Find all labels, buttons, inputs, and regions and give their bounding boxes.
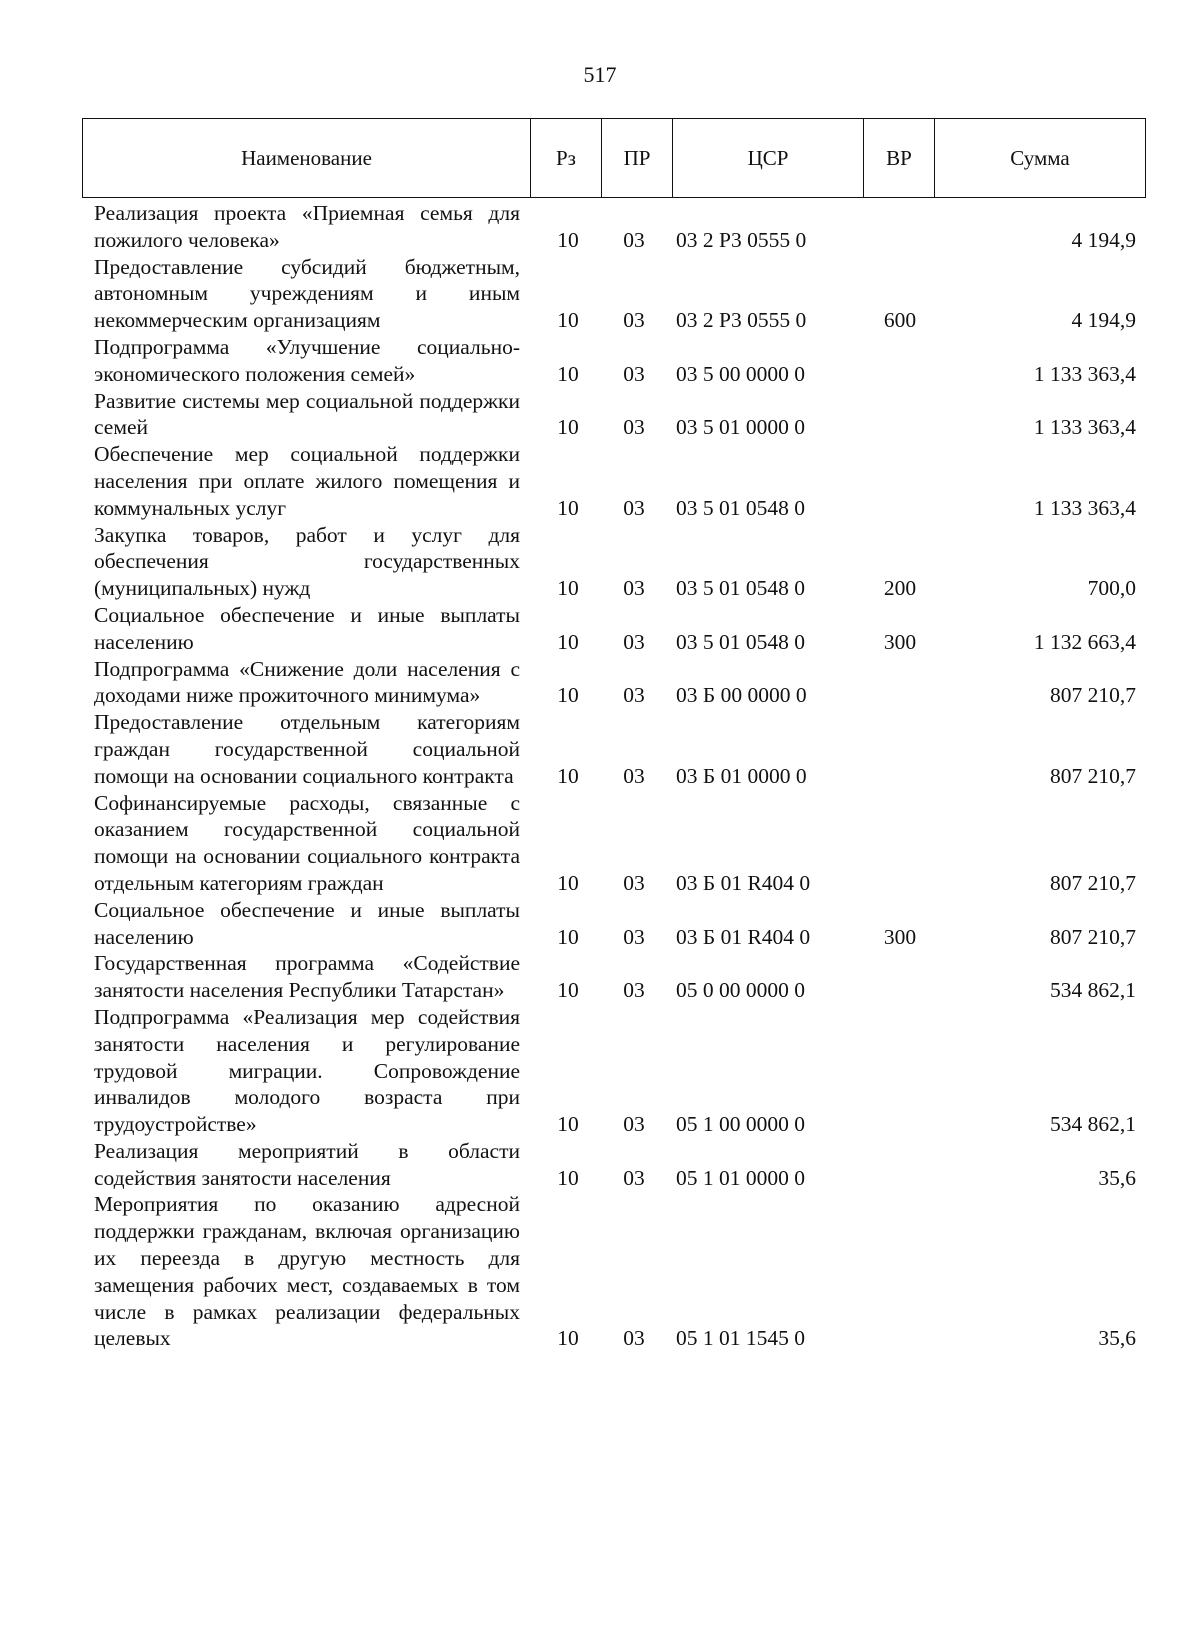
row-sum: 534 862,1	[1050, 1112, 1136, 1137]
row-csr: 03 Б 00 0000 0	[676, 683, 807, 708]
row-pr: 03	[623, 415, 645, 440]
row-rz: 10	[557, 1326, 579, 1351]
header-name: Наименование	[83, 119, 531, 197]
row-pr: 03	[623, 495, 645, 520]
row-pr: 03	[623, 683, 645, 708]
row-pr: 03	[623, 763, 645, 788]
row-rz: 10	[557, 227, 579, 252]
row-sum: 1 132 663,4	[1033, 629, 1136, 654]
header-rz: Рз	[531, 119, 602, 197]
row-csr: 03 2 P3 0555 0	[676, 308, 807, 333]
table-row	[0, 656, 1200, 710]
row-rz: 10	[557, 415, 579, 440]
row-pr: 03	[623, 1326, 645, 1351]
row-pr: 03	[623, 1112, 645, 1137]
table-row	[0, 602, 1200, 656]
row-rz: 10	[557, 576, 579, 601]
table-header	[82, 118, 1146, 198]
row-name: Государственная программа «Содействие занятости населения Республики Татарстан»	[94, 951, 520, 1003]
row-sum: 1 133 363,4	[1033, 495, 1136, 520]
header-vr: ВР	[864, 119, 935, 197]
row-rz: 10	[557, 924, 579, 949]
row-csr: 03 5 01 0548 0	[676, 495, 805, 520]
row-sum: 4 194,9	[1071, 308, 1136, 333]
row-name: Подпрограмма «Снижение доли населения с доходами ниже прожиточного минимума»	[94, 656, 520, 708]
row-rz: 10	[557, 1165, 579, 1190]
row-name: Подпрограмма «Улучшение социально-экономического положения семей»	[94, 334, 520, 386]
row-pr: 03	[623, 576, 645, 601]
row-rz: 10	[557, 978, 579, 1003]
table-row	[0, 334, 1200, 388]
table-row	[0, 254, 1200, 334]
row-name: Социальное обеспечение и иные выплаты населению	[94, 602, 520, 654]
header-pr: ПР	[602, 119, 673, 197]
table-body	[0, 200, 1200, 1352]
row-pr: 03	[623, 1165, 645, 1190]
table-row	[0, 1138, 1200, 1192]
table-row	[0, 522, 1200, 602]
row-pr: 03	[623, 361, 645, 386]
row-name: Реализация мероприятий в области содействия занятости населения	[94, 1138, 520, 1190]
page-number: 517	[583, 62, 617, 87]
row-vr: 600	[883, 308, 917, 333]
row-rz: 10	[557, 629, 579, 654]
row-pr: 03	[623, 978, 645, 1003]
row-rz: 10	[557, 763, 579, 788]
table-row	[0, 1191, 1200, 1352]
row-csr: 05 0 00 0000 0	[676, 978, 805, 1003]
row-csr: 05 1 01 0000 0	[676, 1165, 805, 1190]
table-row	[0, 790, 1200, 897]
row-pr: 03	[623, 308, 645, 333]
row-csr: 03 Б 01 0000 0	[676, 763, 807, 788]
row-vr	[876, 495, 924, 522]
table-row	[0, 388, 1200, 442]
row-sum: 4 194,9	[1071, 227, 1136, 252]
table-row	[0, 200, 1200, 254]
row-vr	[876, 977, 924, 1004]
row-sum: 700,0	[1087, 576, 1136, 601]
row-vr	[876, 870, 924, 897]
table-row	[0, 441, 1200, 521]
row-vr	[876, 227, 924, 254]
row-name: Развитие системы мер социальной поддержки семей	[94, 388, 520, 440]
row-pr: 03	[623, 227, 645, 252]
row-name: Софинансируемые расходы, связанные с оказанием государственной социальной помощи на основании социального контракта отдельным категориям граждан	[94, 790, 520, 895]
table-row	[0, 950, 1200, 1004]
row-pr: 03	[623, 870, 645, 895]
table-row	[0, 709, 1200, 789]
header-csr: ЦСР	[673, 119, 864, 197]
row-csr: 05 1 00 0000 0	[676, 1112, 805, 1137]
row-csr: 03 Б 01 R404 0	[676, 870, 811, 895]
row-sum: 807 210,7	[1050, 870, 1136, 895]
row-vr	[876, 682, 924, 709]
row-sum: 35,6	[1098, 1326, 1136, 1351]
row-vr: 300	[883, 924, 917, 949]
row-name: Предоставление субсидий бюджетным, автономным учреждениям и иным некоммерческим организациям	[94, 254, 520, 333]
row-sum: 35,6	[1098, 1165, 1136, 1190]
row-name: Предоставление отдельным категориям граждан государственной социальной помощи на основании социального контракта	[94, 710, 520, 788]
row-csr: 03 2 P3 0555 0	[676, 227, 807, 252]
row-vr	[876, 763, 924, 790]
row-sum: 534 862,1	[1050, 978, 1136, 1003]
row-vr	[876, 1111, 924, 1138]
row-csr: 05 1 01 1545 0	[676, 1326, 805, 1351]
table-row	[0, 1004, 1200, 1138]
table-row	[0, 897, 1200, 951]
row-name: Мероприятия по оказанию адресной поддержки гражданам, включая организацию их переезда в другую местность для замещения рабочих мест, создаваемых в том числе в рамках реализации федеральных целевых	[94, 1192, 520, 1351]
row-vr	[876, 361, 924, 388]
row-vr	[876, 1165, 924, 1192]
row-pr: 03	[623, 629, 645, 654]
row-sum: 1 133 363,4	[1033, 415, 1136, 440]
row-sum: 807 210,7	[1050, 683, 1136, 708]
row-csr: 03 5 00 0000 0	[676, 361, 805, 386]
row-csr: 03 5 01 0548 0	[676, 576, 805, 601]
row-sum: 807 210,7	[1050, 924, 1136, 949]
row-csr: 03 5 01 0000 0	[676, 415, 805, 440]
row-sum: 1 133 363,4	[1033, 361, 1136, 386]
row-sum: 807 210,7	[1050, 763, 1136, 788]
row-vr: 300	[883, 629, 917, 654]
row-rz: 10	[557, 870, 579, 895]
row-name: Социальное обеспечение и иные выплаты населению	[94, 897, 520, 949]
row-csr: 03 Б 01 R404 0	[676, 924, 811, 949]
row-name: Закупка товаров, работ и услуг для обеспечения государственных (муниципальных) нужд	[94, 522, 520, 601]
row-vr	[876, 414, 924, 441]
row-vr: 200	[883, 576, 917, 601]
row-name: Подпрограмма «Реализация мер содействия занятости населения и регулирование трудовой миграции. Сопровождение инвалидов молодого возраста при трудоустройстве»	[94, 1004, 520, 1137]
row-csr: 03 5 01 0548 0	[676, 629, 805, 654]
row-rz: 10	[557, 308, 579, 333]
row-name: Реализация проекта «Приемная семья для пожилого человека»	[94, 201, 520, 252]
header-sum: Сумма	[1010, 145, 1070, 170]
row-rz: 10	[557, 1112, 579, 1137]
row-rz: 10	[557, 361, 579, 386]
row-name: Обеспечение мер социальной поддержки населения при оплате жилого помещения и коммунальных услуг	[94, 442, 520, 520]
row-pr: 03	[623, 924, 645, 949]
row-rz: 10	[557, 495, 579, 520]
row-vr	[876, 1325, 924, 1352]
row-rz: 10	[557, 683, 579, 708]
